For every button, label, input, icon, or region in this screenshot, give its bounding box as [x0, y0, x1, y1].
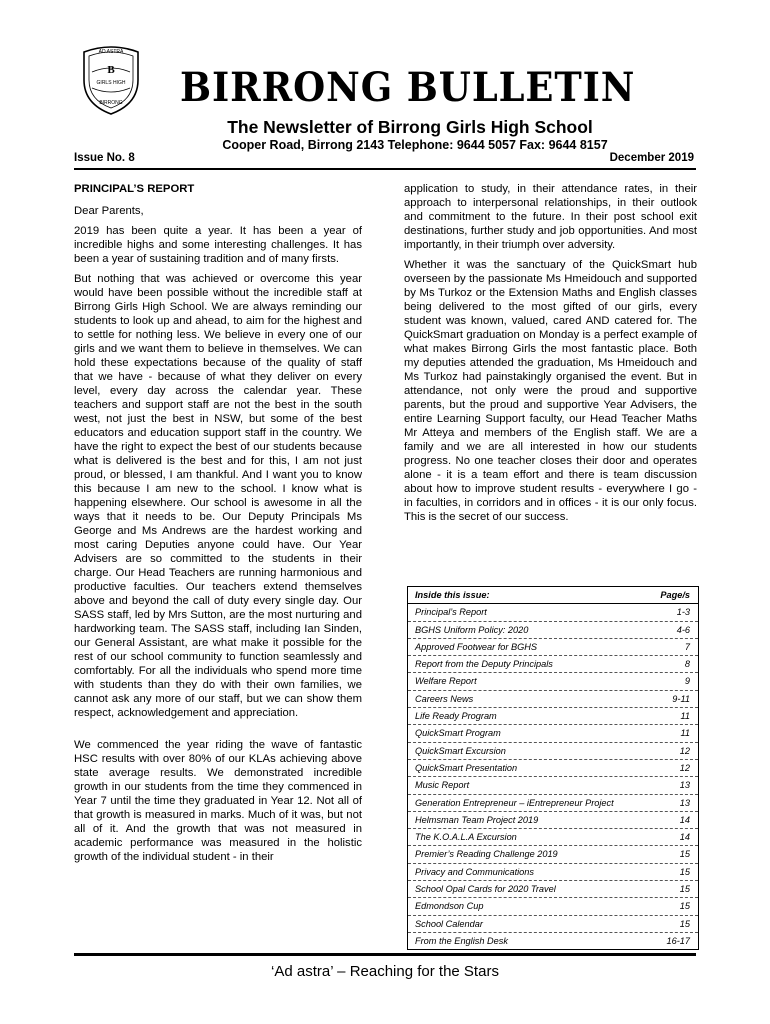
contents-row — [408, 760, 698, 777]
contents-item-title: Helmsman Team Project 2019 — [415, 814, 539, 825]
crest-name-text: BIRRONG — [99, 100, 123, 106]
crest-banner-text: GIRLS HIGH — [96, 80, 126, 86]
contents-item-pages: 1-3 — [676, 607, 690, 618]
contents-row — [408, 743, 698, 760]
contents-item-pages: 7 — [684, 641, 690, 652]
contents-item-pages: 15 — [679, 866, 690, 877]
contents-row — [408, 673, 698, 690]
header-divider — [74, 168, 696, 170]
newsletter-subtitle: The Newsletter of Birrong Girls High School — [227, 117, 593, 137]
report-heading: PRINCIPAL’S REPORT — [74, 183, 195, 195]
contents-item-title: The K.O.A.L.A Excursion — [415, 832, 517, 843]
report-right-column — [404, 182, 697, 530]
contents-item-pages: 13 — [679, 797, 690, 808]
contents-item-title: Edmondson Cup — [415, 901, 484, 912]
report-paragraph: But nothing that was achieved or overcome this year would have been possible without the incredible staff at Birrong Girls High School. We are always reminding our students to look up and ahead, to aim for the highest and to settle for nothing less. We believe in every one of our girls and we want them to believe in themselves. We can hold these expectations because of the quality of staff that we have - because of what they deliver on every level, every day across the calendar year. These teachers and support staff are not the best in the south west, not just the best in NSW, but some of the best educators and education support staff in the country. We have the right to expect the best of our students because what is delivered is the best and for this, I am not just proud, or blessed, I am thankful. And I want you to know this because I am new to the school. I know what is happening elsewhere. Our school is awesome in all the ways that it needs to be. Our Deputy Principals Ms George and Ms Andrews are the hardest working and most caring Deputies anyone could have. Our Year Advisers are so committed to the students in their charge. Our Head Teachers are running harmonious and productive faculties. Our teachers extend themselves above and beyond the call of duty every single day. Our SASS staff, led by Mrs Sutton, are the most nurturing and hardworking team. The SASS staff, including Ian Sinden, our General Assistant, are what make it possible for the rest of our school community to function seamlessly and comfortably. For all the individuals who spend more time with students than they do with their own families, we cannot ask any more of our staff, but we can show them respect, acknowledgement and appreciation. — [74, 273, 362, 719]
contents-row — [408, 933, 698, 949]
contents-row — [408, 604, 698, 621]
contents-item-title: Generation Entrepreneur – iEntrepreneur Project — [415, 797, 614, 808]
contents-item-pages: 14 — [679, 832, 690, 843]
school-contact-line: Cooper Road, Birrong 2143 Telephone: 9644 5057 Fax: 9644 8157 — [222, 138, 608, 152]
contents-row — [408, 777, 698, 794]
contents-item-pages: 12 — [679, 745, 690, 756]
contents-item-title: BGHS Uniform Policy: 2020 — [415, 624, 529, 635]
contents-item-title: Music Report — [415, 780, 470, 791]
contents-row — [408, 881, 698, 898]
contents-row — [408, 846, 698, 863]
contents-item-pages: 16-17 — [666, 935, 690, 946]
report-paragraph: application to study, in their attendance rates, in their approach to interpersonal relationships, in their outlook and commitment to the future. In their post school exit destinations, further study and job opportunities. And most importantly, in their triumph over adversity. — [404, 183, 697, 251]
contents-item-title: Careers News — [415, 693, 474, 704]
contents-item-title: From the English Desk — [415, 935, 508, 946]
crest-motto-text: AD ASTRA — [98, 49, 124, 55]
issue-number: Issue No. 8 — [74, 152, 135, 164]
report-paragraph: Whether it was the sanctuary of the QuickSmart hub overseen by the passionate Ms Hmeidouch and supported by Ms Turkoz or the Extension Maths and English classes being delivered to the most gifted of our girls, every student was known, valued, cared AND catered for. The QuickSmart graduation on Monday is a perfect example of what makes Birrong Girls the most fantastic place. Both my deputies attended the graduation, Ms Hmeidouch and Ms Turkoz had painstakingly organised the event. But in attendance, not only were the proud and supportive parents, but the proud and supportive Year Advisers, the entire Learning Support faculty, our Head Teacher Maths Mr Atteya and members of the English staff. We are a family and we are all interested in how our students progress. No one teacher closes their door and operates alone - it is a team effort and there is team discussion about how to improve student results - everywhere I go - in faculties, in corridors and in offices - it is our only focus. This is the secret of our success. — [404, 259, 697, 523]
contents-item-title: QuickSmart Presentation — [415, 762, 518, 773]
school-crest-logo — [78, 42, 144, 116]
contents-header-row — [408, 587, 698, 604]
masthead-title: BIRRONG BULLETIN — [180, 64, 636, 111]
issue-date: December 2019 — [609, 152, 694, 164]
contents-item-pages: 11 — [680, 728, 690, 739]
contents-row — [408, 691, 698, 708]
contents-row — [408, 829, 698, 846]
contents-item-title: Life Ready Program — [415, 711, 497, 722]
contents-row — [408, 898, 698, 915]
contents-row — [408, 812, 698, 829]
contents-pages-label: Page/s — [660, 590, 690, 600]
contents-title: Inside this issue: — [415, 590, 490, 600]
contents-item-pages: 15 — [679, 901, 690, 912]
contents-item-pages: 4-6 — [676, 624, 690, 635]
contents-item-pages: 12 — [679, 762, 690, 773]
contents-table — [407, 586, 699, 950]
contents-item-pages: 9-11 — [672, 693, 690, 704]
contents-row — [408, 656, 698, 673]
footer-divider — [74, 953, 696, 956]
contents-item-title: Privacy and Communications — [415, 866, 534, 877]
contents-row — [408, 708, 698, 725]
contents-item-pages: 15 — [679, 884, 690, 895]
contents-item-pages: 8 — [684, 659, 690, 670]
contents-row — [408, 916, 698, 933]
crest-letter: B — [107, 64, 115, 76]
contents-row — [408, 622, 698, 639]
contents-item-pages: 15 — [679, 849, 690, 860]
report-left-column — [74, 182, 362, 870]
contents-row — [408, 795, 698, 812]
contents-item-title: QuickSmart Program — [415, 728, 501, 739]
contents-item-title: School Calendar — [415, 918, 483, 929]
contents-item-pages: 14 — [679, 814, 690, 825]
contents-row — [408, 639, 698, 656]
report-paragraph: We commenced the year riding the wave of fantastic HSC results with over 80% of our KLAs achieving above state average results. We demonstrated incredible growth in our students from the time they commenced in Year 7 until the time they graduated in Year 12. Not all of that growth is measured in marks. Much of it was, but not all of it. And the growth that was not measured in academic performance was measured in the holistic growth of the individual student - in their — [74, 739, 362, 863]
contents-item-title: Principal’s Report — [415, 607, 487, 618]
contents-item-pages: 9 — [684, 676, 690, 687]
contents-item-title: School Opal Cards for 2020 Travel — [415, 884, 556, 895]
contents-item-title: Welfare Report — [415, 676, 477, 687]
contents-item-pages: 15 — [679, 918, 690, 929]
contents-row — [408, 725, 698, 742]
contents-item-title: QuickSmart Excursion — [415, 745, 506, 756]
contents-item-pages: 11 — [680, 711, 690, 722]
report-paragraph: 2019 has been quite a year. It has been a year of incredible highs and some interesting challenges. It has been a year of sustaining tradition and of many firsts. — [74, 225, 362, 265]
contents-item-title: Approved Footwear for BGHS — [415, 641, 538, 652]
contents-item-title: Premier’s Reading Challenge 2019 — [415, 849, 558, 860]
report-paragraph: Dear Parents, — [74, 205, 144, 217]
contents-item-title: Report from the Deputy Principals — [415, 659, 553, 670]
contents-item-pages: 13 — [679, 780, 690, 791]
school-motto: ‘Ad astra’ – Reaching for the Stars — [271, 963, 499, 980]
contents-row — [408, 864, 698, 881]
